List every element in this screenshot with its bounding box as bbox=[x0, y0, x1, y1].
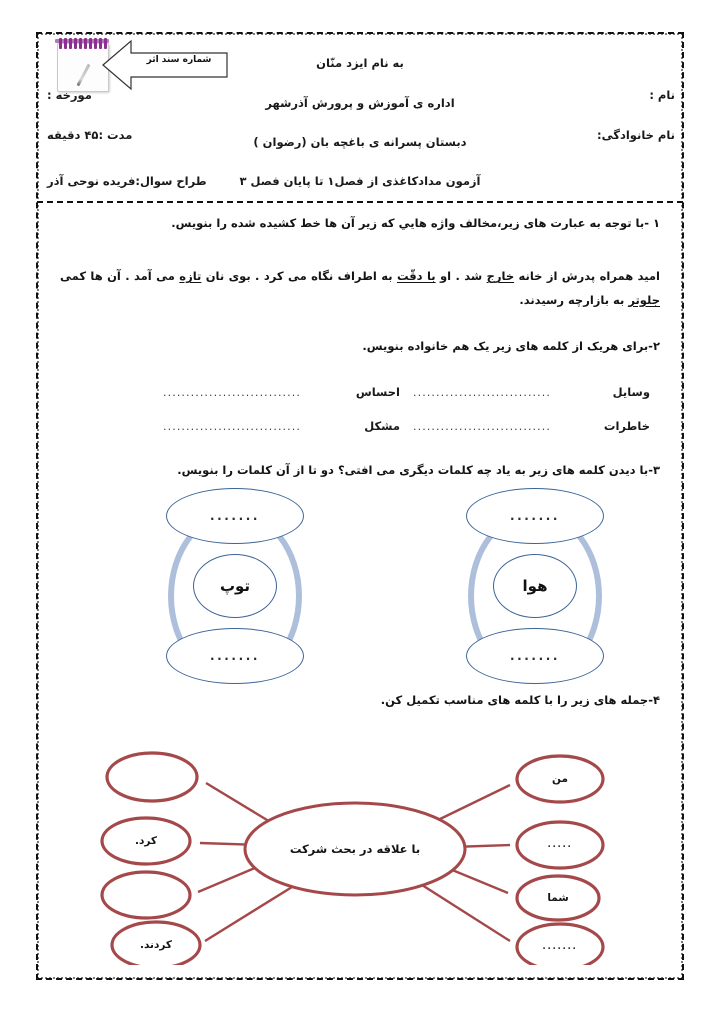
q1-passage-text: می آمد . آن ها کمی bbox=[60, 269, 180, 283]
q2-answer-blank[interactable]: .............................. bbox=[413, 419, 551, 433]
q2-cell-right-1 bbox=[400, 385, 650, 399]
q4-line-left-1 bbox=[206, 783, 272, 823]
q3-bottom-answer-node[interactable] bbox=[166, 628, 304, 684]
q4-satellite-left-3[interactable] bbox=[102, 872, 190, 918]
q1-passage-text: شد . او bbox=[435, 269, 487, 283]
q1-passage-text: به بازارچه رسیدند. bbox=[519, 292, 629, 307]
question-3-diagram bbox=[60, 488, 660, 688]
question-1-passage bbox=[60, 265, 660, 312]
question-2-grid bbox=[150, 375, 650, 443]
q2-answer-blank[interactable]: .............................. bbox=[163, 419, 301, 433]
question-4-title: ۴-جمله های زیر را با کلمه های مناسب تکمیل کن. bbox=[380, 693, 660, 707]
q3-top-blank: ....... bbox=[509, 509, 561, 523]
q4-satellite-left-1[interactable] bbox=[107, 753, 197, 801]
q1-underlined-word: جلوتر bbox=[628, 292, 660, 307]
q3-top-answer-node[interactable] bbox=[166, 488, 304, 544]
q4-satellite-label-left-2: کرد. bbox=[134, 835, 158, 847]
q1-underlined-word: خارج bbox=[486, 269, 515, 283]
q4-line-right-4 bbox=[422, 885, 510, 941]
q3-center-word: توپ bbox=[219, 577, 251, 595]
q2-cell-right-2 bbox=[400, 419, 650, 433]
q2-answer-blank[interactable]: .............................. bbox=[163, 385, 301, 399]
q3-cluster-hava bbox=[460, 488, 610, 684]
q3-top-answer-node[interactable] bbox=[466, 488, 604, 544]
school-line: دبستان پسرانه ی باغچه بان (رضوان ) bbox=[253, 135, 467, 149]
table-row bbox=[150, 409, 650, 443]
callout-label: شماره سند اثر bbox=[146, 55, 212, 65]
q3-bottom-answer-node[interactable] bbox=[466, 628, 604, 684]
q2-word: مشکل bbox=[364, 419, 400, 433]
q1-underlined-word: با دقّت bbox=[396, 269, 436, 283]
q3-cluster-toop bbox=[160, 488, 310, 684]
organization-line: اداره ی آموزش و پرورش آذرشهر bbox=[265, 96, 455, 110]
notepad-spiral bbox=[59, 38, 107, 50]
q4-satellite-label-right-3: شما bbox=[547, 892, 569, 904]
q4-line-left-4 bbox=[205, 887, 292, 941]
field-duration-label: مدت :۴۵ دقیقه bbox=[47, 128, 133, 142]
q1-underlined-word: تازه bbox=[179, 269, 202, 283]
question-3-title: ۳-با دیدن کلمه های زیر به یاد چه کلمات دیگری می افتی؟ دو تا از آن کلمات را بنویس. bbox=[177, 463, 660, 477]
q3-top-blank: ....... bbox=[209, 509, 261, 523]
q2-answer-blank[interactable]: .............................. bbox=[413, 385, 551, 399]
bismillah-line: به نام ایزد منّان bbox=[316, 56, 404, 70]
question-4-diagram bbox=[40, 745, 680, 965]
q4-satellite-label-right-2: ..... bbox=[547, 840, 573, 850]
q3-center-word: هوا bbox=[522, 577, 548, 595]
q4-center-label: با علاقه در بحث شرکت bbox=[289, 842, 421, 856]
question-2-title: ۲-برای هریک از کلمه های زیر یک هم خانواده بنویس. bbox=[362, 339, 660, 353]
q3-bottom-blank: ....... bbox=[209, 649, 261, 663]
q2-cell-left-2 bbox=[150, 419, 400, 433]
table-row bbox=[150, 375, 650, 409]
field-name-label: نام : bbox=[649, 88, 675, 102]
q4-line-right-3 bbox=[445, 867, 508, 893]
q4-satellite-label-right-4: ....... bbox=[542, 942, 578, 952]
field-family-label: نام خانوادگی: bbox=[597, 128, 675, 142]
q4-line-right-1 bbox=[438, 785, 510, 820]
q2-word: احساس bbox=[355, 385, 400, 399]
field-date-label: مورخه : bbox=[47, 88, 92, 102]
q1-passage-text: به اطراف نگاه می کرد . بوی نان bbox=[201, 269, 397, 283]
q3-center-node bbox=[193, 554, 277, 618]
q3-center-node bbox=[493, 554, 577, 618]
field-author-label: طراح سوال:فریده نوحی آذر bbox=[47, 174, 207, 188]
q2-cell-left-1 bbox=[150, 385, 400, 399]
q4-satellite-label-right-1: من bbox=[552, 773, 568, 785]
document-header bbox=[37, 33, 683, 201]
q4-line-left-3 bbox=[198, 865, 262, 892]
q1-passage-text: امید همراه پدرش از خانه bbox=[514, 269, 660, 283]
q2-word: وسایل bbox=[612, 385, 650, 399]
q4-satellite-label-left-4: کردند. bbox=[139, 939, 173, 951]
question-1-title: ۱ -با توجه به عبارت های زیر،مخالف واژه هایي که زیر آن ها خط کشیده شده را بنویس. bbox=[171, 216, 660, 230]
q2-word: خاطرات bbox=[603, 419, 650, 433]
q3-bottom-blank: ....... bbox=[509, 649, 561, 663]
exam-scope-line: آزمون مدادکاغذی از فصل۱ تا پایان فصل ۳ bbox=[239, 174, 481, 188]
header-divider bbox=[37, 201, 683, 203]
